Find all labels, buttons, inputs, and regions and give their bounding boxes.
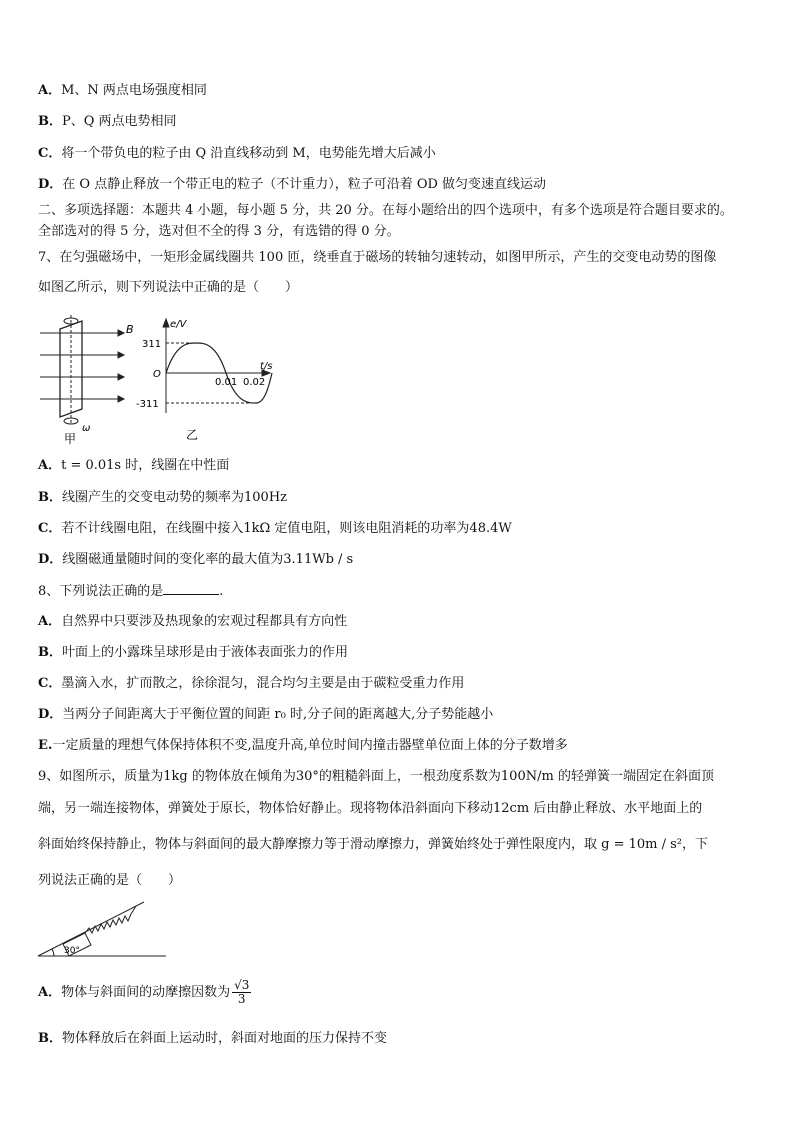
- q7-option-c: [38, 520, 764, 538]
- option-text: 线圈产生的交变电动势的频率为100Hz: [62, 490, 287, 505]
- q8-option-d: [38, 706, 764, 724]
- x-axis-label: t/s: [260, 361, 273, 372]
- coil-diagram: [40, 315, 124, 425]
- option-key: B．: [38, 114, 62, 129]
- q6-option-d: [38, 176, 764, 194]
- option-text: 若不计线圈电阻，在线圈中接入1kΩ 定值电阻，则该电阻消耗的功率为48.4W: [61, 521, 512, 536]
- option-text: 自然界中只要涉及热现象的宏观过程都具有方向性: [61, 614, 348, 629]
- q8-option-c: [38, 675, 764, 693]
- fraction-numerator: √3: [234, 978, 250, 992]
- option-text: 物体释放后在斜面上运动时，斜面对地面的压力保持不变: [62, 1031, 388, 1046]
- y-axis-label: e/V: [170, 319, 187, 330]
- option-key: B．: [38, 1031, 62, 1046]
- section-heading-line1: 二、多项选择题：本题共 4 小题，每小题 5 分，共 20 分。在每小题给出的四个选项中，有多个选项是符合题目要求的。: [38, 203, 733, 218]
- q8-option-b: [38, 644, 764, 662]
- option-key: B．: [38, 490, 62, 505]
- q7-figure: [36, 315, 286, 445]
- option-text: 在 O 点静止释放一个带正电的粒子（不计重力），粒子可沿着 OD 做匀变速直线运动: [62, 177, 547, 192]
- option-text: t = 0.01s 时，线圈在中性面: [61, 458, 230, 473]
- origin-label: O: [153, 369, 161, 380]
- q9-stem-line1: 9、如图所示，质量为1kg 的物体放在倾角为30°的粗糙斜面上，一根劲度系数为100N/m 的轻弹簧一端固定在斜面顶: [38, 769, 714, 784]
- fraction-denominator: 3: [237, 992, 246, 1006]
- q9-stem-line3: 斜面始终保持静止，物体与斜面间的最大静摩擦力等于滑动摩擦力，弹簧始终处于弹性限度内，取 g = 10m / s²，下: [38, 837, 709, 852]
- option-key: D．: [38, 707, 63, 722]
- y-min-label: -311: [136, 399, 159, 410]
- option-text: 当两分子间距离大于平衡位置的间距 r₀ 时,分子间的距离越大,分子势能越小: [62, 707, 494, 722]
- q7-stem-line2: 如图乙所示，则下列说法中正确的是（ ）: [38, 280, 299, 295]
- q8-option-a: [38, 613, 764, 631]
- option-key: E.: [38, 738, 53, 753]
- q6-option-b: [38, 113, 764, 131]
- q8-stem-end: .: [219, 584, 224, 599]
- figure-caption-yi: 乙: [186, 428, 199, 442]
- option-text: 一定质量的理想气体保持体积不变,温度升高,单位时间内撞击器壁单位面上体的分子数增多: [52, 738, 568, 753]
- q6-option-c: [38, 145, 764, 163]
- option-text: 墨滴入水，扩而散之，徐徐混匀，混合均匀主要是由于碳粒受重力作用: [61, 676, 465, 691]
- option-key: C．: [38, 676, 62, 691]
- option-key: A．: [38, 614, 62, 629]
- x-tick-2: 0.02: [243, 377, 266, 388]
- option-text: P、Q 两点电势相同: [62, 114, 177, 129]
- q6-option-a: [38, 82, 764, 100]
- q7-option-a: [38, 457, 764, 475]
- option-key: D．: [38, 552, 63, 567]
- option-key: C．: [38, 521, 62, 536]
- option-text: M、N 两点电场强度相同: [61, 83, 207, 98]
- q9-stem-line4: 列说法正确的是（ ）: [38, 873, 182, 888]
- q7-stem-line1: 7、在匀强磁场中，一矩形金属线圈共 100 匝，绕垂直于磁场的转轴匀速转动，如图甲所示，产生的交变电动势的图像: [38, 250, 717, 265]
- option-key: A．: [38, 83, 62, 98]
- option-text: 叶面上的小露珠呈球形是由于液体表面张力的作用: [62, 645, 349, 660]
- answer-blank: [163, 582, 219, 595]
- figure-caption-jia: 甲: [64, 432, 77, 445]
- option-key: D．: [38, 177, 63, 192]
- q8-stem: [38, 582, 764, 601]
- q7-option-b: [38, 489, 764, 507]
- b-field-label: B: [126, 323, 134, 336]
- q9-incline-figure: [36, 898, 176, 962]
- q7-option-d: [38, 551, 764, 569]
- q9-stem-line2: 端，另一端连接物体，弹簧处于原长，物体恰好静止。现将物体沿斜面向下移动12cm 后由静止释放、水平地面上的: [38, 801, 703, 816]
- angle-label: 30°: [64, 946, 80, 956]
- q8-stem-text: 8、下列说法正确的是: [38, 584, 164, 599]
- q9-option-b: [38, 1030, 764, 1048]
- option-text: 线圈磁通量随时间的变化率的最大值为3.11Wb / s: [62, 552, 354, 567]
- omega-label: ω: [82, 423, 91, 434]
- fraction: [232, 979, 251, 1006]
- q8-option-e: [38, 737, 764, 755]
- option-key: C．: [38, 146, 62, 161]
- option-text: 物体与斜面间的动摩擦因数为: [61, 985, 231, 1000]
- option-key: A．: [38, 458, 62, 473]
- option-key: B．: [38, 645, 62, 660]
- option-text: 将一个带负电的粒子由 Q 沿直线移动到 M，电势能先增大后减小: [61, 146, 436, 161]
- q9-option-a: [38, 978, 764, 1008]
- section-heading-line2: 全部选对的得 5 分，选对但不全的得 3 分，有选错的得 0 分。: [38, 224, 400, 239]
- y-max-label: 311: [142, 339, 162, 350]
- spring-icon: [85, 914, 131, 933]
- emf-graph: [163, 319, 272, 413]
- option-key: A．: [38, 985, 62, 1000]
- x-tick-1: 0.01: [215, 377, 238, 388]
